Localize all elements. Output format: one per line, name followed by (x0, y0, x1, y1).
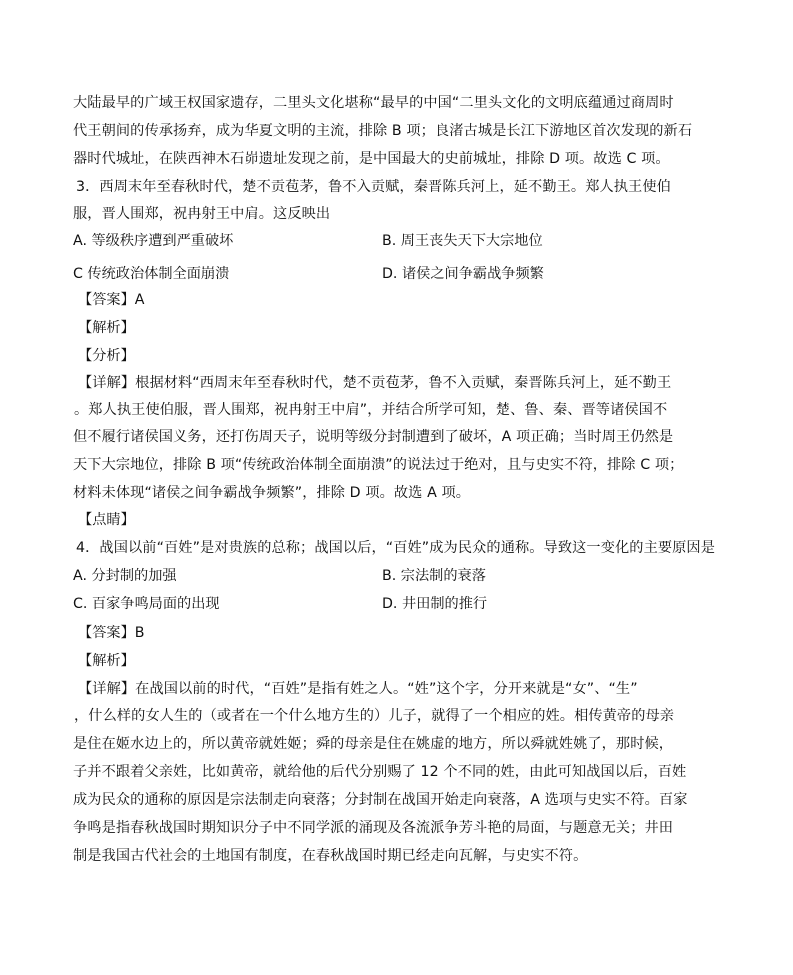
q4-detail-line-1: 【详解】在战国以前的时代，“百姓”是指有姓之人。“姓”这个字，分开来就是“女”、“生” (78, 681, 638, 697)
q3-detail-line-1: 【详解】根据材料“西周末年至春秋时代，楚不贡苞茅，鲁不入贡赋，秦晋陈兵河上，延不勤王 (78, 375, 672, 391)
q4-option-a: A. 分封制的加强 (73, 568, 177, 584)
prev-analysis-line-2: 代王朝间的传承扬弃，成为华夏文明的主流，排除 B 项；良渚古城是长江下游地区首次发现的新石 (73, 123, 693, 139)
q3-answer: 【答案】A (78, 292, 145, 308)
q3-dianjing-heading: 【点睛】 (78, 512, 135, 528)
q3-fenxi-heading: 【分析】 (78, 348, 135, 364)
q4-detail-line-7: 制是我国古代社会的土地国有制度，在春秋战国时期已经走向瓦解，与史实不符。 (73, 848, 588, 864)
prev-analysis-line-3: 器时代城址，在陕西神木石峁遗址发现之前，是中国最大的史前城址，排除 D 项。故选 C 项。 (73, 151, 670, 167)
q4-detail-line-2: ，什么样的女人生的（或者在一个什么地方生的）儿子，就得了一个相应的姓。相传黄帝的母亲 (74, 708, 675, 724)
q3-option-d: D. 诸侯之间争霸战争频繁 (382, 266, 544, 282)
q3-option-c: C 传统政治体制全面崩溃 (73, 266, 230, 282)
q4-detail-line-4: 子并不跟着父亲姓，比如黄帝，就给他的后代分别赐了 12 个不同的姓，由此可知战国以后，百姓 (73, 764, 687, 780)
q4-detail-line-3: 是住在姬水边上的，所以黄帝就姓姬；舜的母亲是住在姚虚的地方，所以舜就姓姚了，那时候， (73, 736, 674, 752)
q4-detail-line-5: 成为民众的通称的原因是宗法制走向衰落；分封制在战国开始走向衰落，A 选项与史实不符。百家 (73, 792, 688, 808)
q3-stem-line-2: 服，晋人围郑，祝冉射王中肩。这反映出 (73, 206, 331, 222)
q4-answer: 【答案】B (78, 625, 145, 641)
q4-option-b: B. 宗法制的衰落 (382, 568, 486, 584)
q3-detail-line-4: 天下大宗地位，排除 B 项“传统政治体制全面崩溃”的说法过于绝对，且与史实不符，排除 C 项； (73, 457, 684, 473)
q3-detail-line-5: 材料未体现“诸侯之间争霸战争频繁”，排除 D 项。故选 A 项。 (73, 485, 471, 501)
q4-analysis-heading: 【解析】 (78, 653, 135, 669)
q4-stem: 4．战国以前“百姓”是对贵族的总称；战国以后，“百姓”成为民众的通称。导致这一变化的主要原因是 (76, 540, 716, 556)
q3-option-a: A. 等级秩序遭到严重破坏 (73, 233, 234, 249)
q3-analysis-heading: 【解析】 (78, 320, 135, 336)
q3-stem-line-1: 3．西周末年至春秋时代，楚不贡苞茅，鲁不入贡赋，秦晋陈兵河上，延不勤王。郑人执王使伯 (76, 179, 671, 195)
q4-option-d: D. 井田制的推行 (382, 596, 488, 612)
q3-option-b: B. 周王丧失天下大宗地位 (382, 233, 543, 249)
q4-option-c: C. 百家争鸣局面的出现 (73, 596, 220, 612)
prev-analysis-line-1: 大陆最早的广域王权国家遗存，二里头文化堪称“最早的中国“二里头文化的文明底蕴通过商周时 (73, 95, 674, 111)
q3-detail-line-2: 。郑人执王使伯服，晋人围郑，祝冉射王中肩”，并结合所学可知，楚、鲁、秦、晋等诸侯国不 (74, 402, 668, 418)
q3-detail-line-3: 但不履行诸侯国义务，还打伤周天子，说明等级分封制遭到了破坏，A 项正确；当时周王仍然是 (73, 429, 674, 445)
q4-detail-line-6: 争鸣是指春秋战国时期知识分子中不同学派的涌现及各流派争芳斗艳的局面，与题意无关；井田 (73, 820, 674, 836)
